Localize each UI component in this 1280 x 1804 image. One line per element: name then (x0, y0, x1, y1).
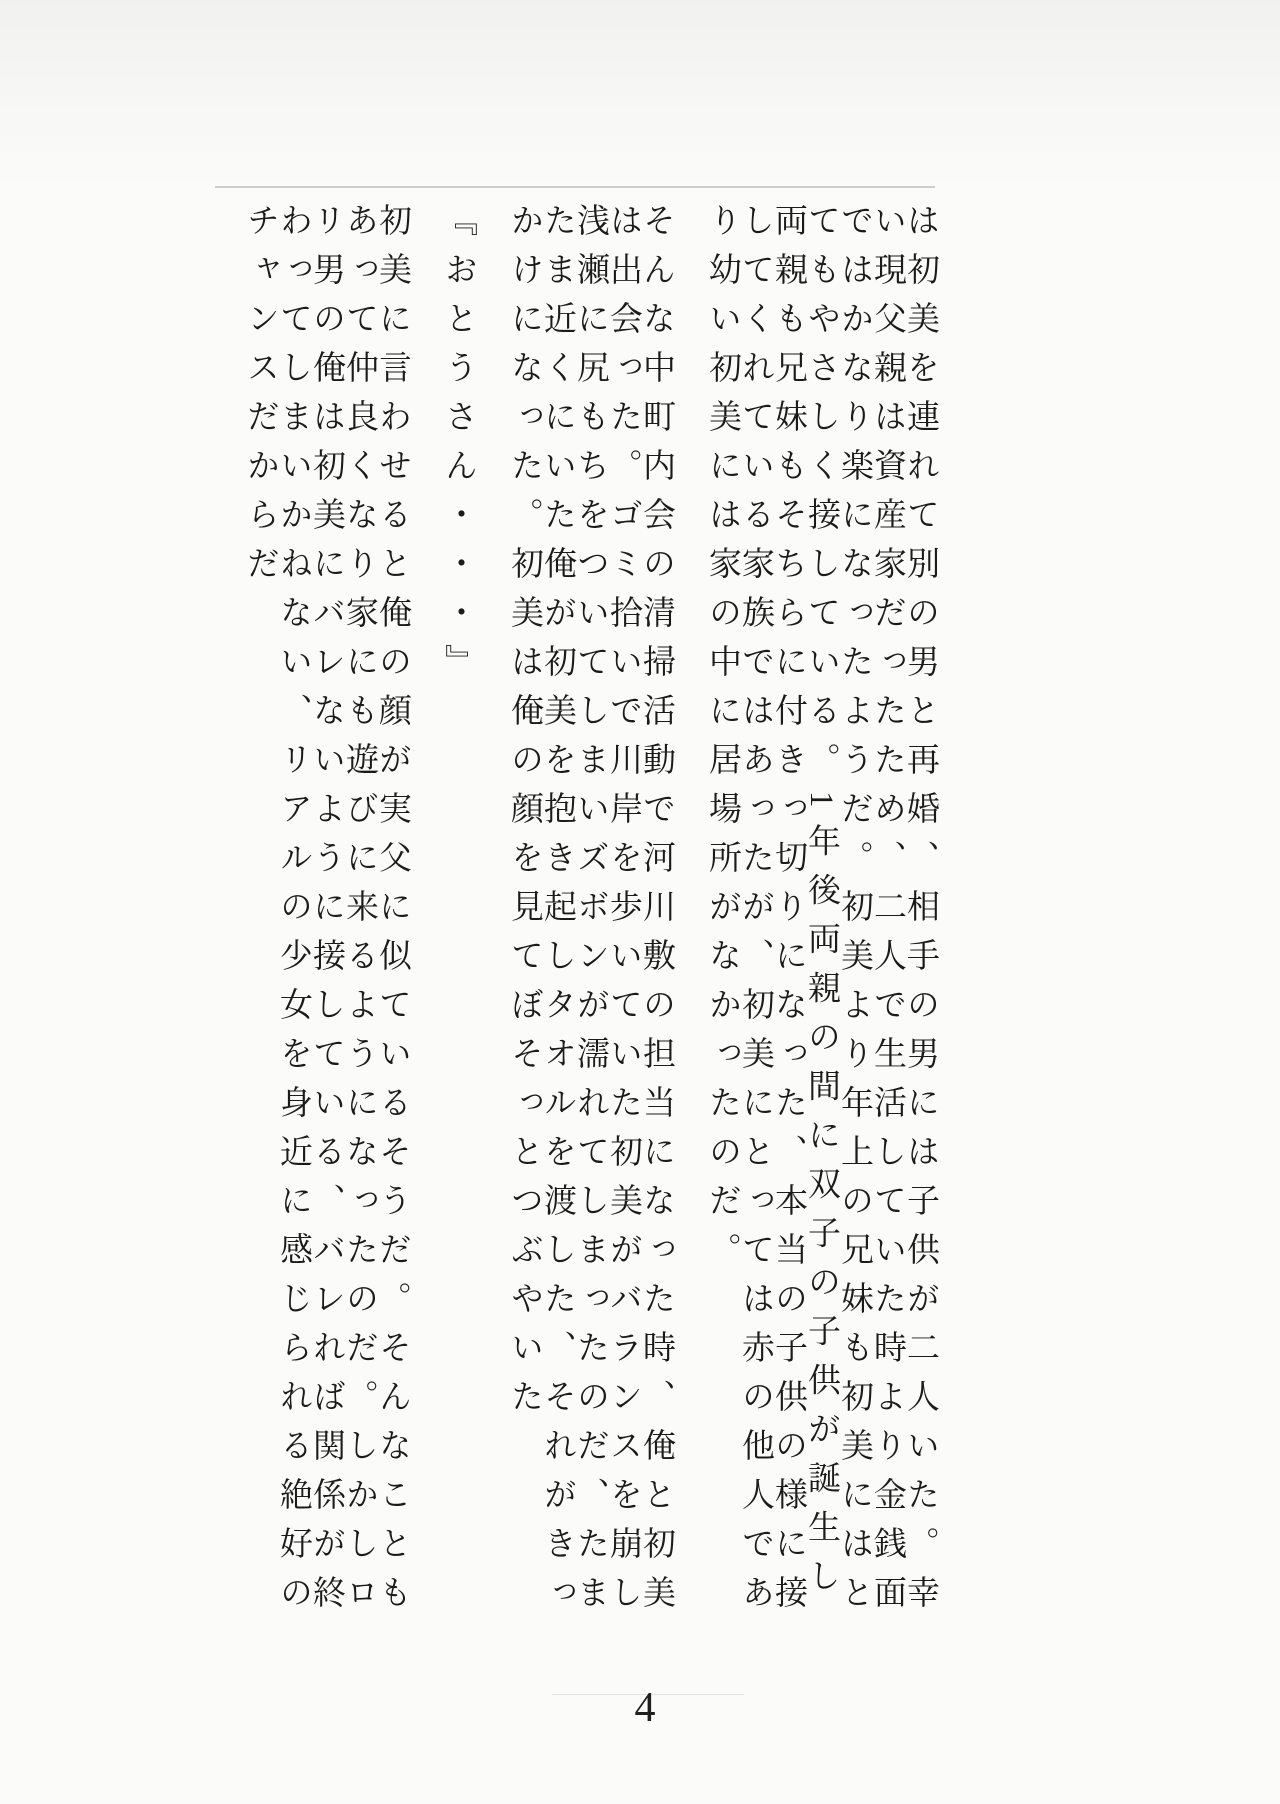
top-rule-line (215, 186, 935, 188)
paragraph-3-quote (441, 203, 474, 1623)
text-column: 両親も兄妹もそちらに付きっ切りになった、本当の子供の様に接 (770, 203, 806, 1624)
page-number: 4 (634, 1685, 656, 1731)
text-column: そんな中町内会の清掃活動で河川敷の担当になった時、俺と初美 (638, 203, 674, 1624)
text-column: チャンスだからだ (242, 203, 278, 595)
body-text (243, 203, 936, 1623)
text-column: ではかなり楽になったようだ。初美より年上の兄妹も初美にはと (836, 203, 872, 1624)
paragraph-2 (507, 203, 672, 1623)
text-column: 初美に言わせると俺の顔が実父に似ているそうだ。そんなことも (374, 203, 410, 1624)
text-column: してくれている家族ではあったが、初美にとっては赤の他人であ (737, 203, 773, 1624)
text-column: は初美を連れて別の男と再婚、相手の男には子供が二人いた。幸 (902, 203, 938, 1624)
text-column: リ男の俺は初美にバレないように接している、バレれば関係が終 (308, 203, 344, 1624)
paragraph-4 (243, 203, 408, 1623)
text-column: わってしまいかねない、リアルの少女を身近に感じられる絶好の (275, 203, 311, 1624)
text-column: てもやさしく接している。1年後両親の間に双子の子供が誕生し (803, 203, 839, 1608)
text-column: あって仲良くなり家にも遊びに来るようになったのだ。しかしロ (341, 203, 377, 1624)
scan-top-shade (0, 0, 1280, 186)
text-column: たま近くにいた俺が初美を抱き起しタオルを渡した、それがきっ (539, 203, 575, 1624)
paragraph-1 (705, 203, 936, 1623)
text-column: 浅瀬に尻もちをついてしまいズボンが濡れてしまったのだ、たま (572, 203, 608, 1624)
text-column: は出会った。ゴミ拾いで川岸を歩いていた初美がバランスを崩し (605, 203, 641, 1624)
text-column: い現父親は資産家だったため、二人で生活していた時より金銭面 (869, 203, 905, 1624)
text-column: り幼い初美には家の中に居場所がなかったのだ。 (704, 203, 740, 1281)
text-column: かけになった。初美は俺の顔を見てぼそっとつぶやいた (506, 203, 542, 1428)
text-column: 『おとうさん・・・』 (440, 203, 476, 693)
